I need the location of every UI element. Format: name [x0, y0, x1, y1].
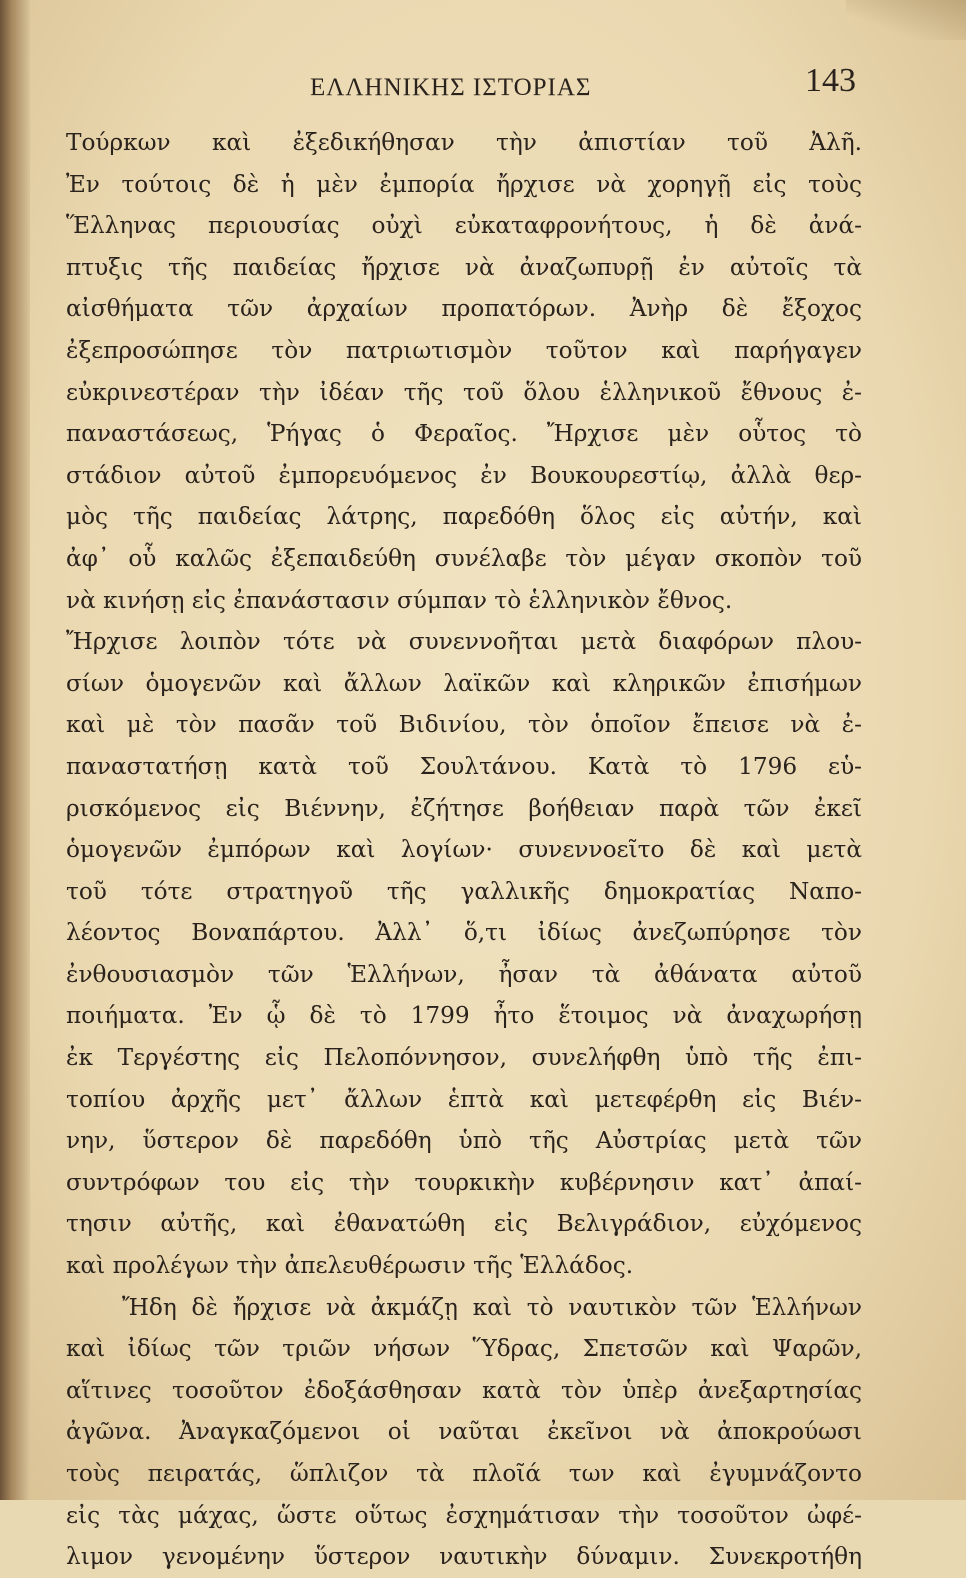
text-line: ἀγῶνα. Ἀναγκαζόμενοι οἱ ναῦται ἐκεῖνοι νὰ ἀποκρούωσι: [66, 1418, 862, 1446]
text-line: καὶ μὲ τὸν πασᾶν τοῦ Βιδινίου, τὸν ὁποῖον ἔπεισε νὰ ἐ-: [66, 711, 862, 739]
text-line: τοὺς πειρατάς, ὥπλιζον τὰ πλοῖά των καὶ ἐγυμνάζοντο: [66, 1460, 862, 1487]
page-header: [60, 62, 856, 112]
text-line: νὰ κινήσῃ εἰς ἐπανάστασιν σύμπαν τὸ ἑλληνικὸν ἔθνος.: [66, 586, 733, 614]
text-line: ἐξεπροσώπησε τὸν πατριωτισμὸν τοῦτον καὶ παρήγαγεν: [66, 336, 862, 364]
text-line: τοῦ τότε στρατηγοῦ τῆς γαλλικῆς δημοκρατίας Ναπο-: [66, 877, 862, 905]
page-binding-shadow: [0, 0, 30, 1500]
text-line: συντρόφων του εἰς τὴν τουρκικὴν κυβέρνησιν κατ᾽ ἀπαί-: [66, 1168, 862, 1196]
text-line: νην, ὕστερον δὲ παρεδόθη ὑπὸ τῆς Αὐστρίας μετὰ τῶν: [66, 1127, 862, 1155]
text-line: λέοντος Βοναπάρτου. Ἀλλ᾽ ὅ,τι ἰδίως ἀνεζωπύρησε τὸν: [66, 919, 862, 947]
text-line: ἀφ᾽ οὗ καλῶς ἐξεπαιδεύθη συνέλαβε τὸν μέγαν σκοπὸν τοῦ: [66, 544, 862, 572]
text-line: τησιν αὐτῆς, καὶ ἐθανατώθη εἰς Βελιγράδιον, εὐχόμενος: [66, 1210, 862, 1238]
text-line: ἐκ Τεργέστης εἰς Πελοπόννησον, συνελήφθη ὑπὸ τῆς ἐπι-: [66, 1044, 862, 1072]
text-line: Τούρκων καὶ ἐξεδικήθησαν τὴν ἀπιστίαν τοῦ Ἀλῆ.: [66, 129, 862, 156]
page-number: 143: [805, 62, 856, 99]
text-line: Ἤδη δὲ ἤρχισε νὰ ἀκμάζῃ καὶ τὸ ναυτικὸν τῶν Ἑλλήνων: [122, 1293, 862, 1321]
text-line: Ἐν τούτοις δὲ ἡ μὲν ἐμπορία ἤρχισε νὰ χορηγῇ εἰς τοὺς: [66, 170, 862, 198]
text-line: αἰσθήματα τῶν ἀρχαίων προπατόρων. Ἀνὴρ δὲ ἔξοχος: [66, 295, 862, 323]
text-line: Ἕλληνας περιουσίας οὐχὶ εὐκαταφρονήτους, ἡ δὲ ἀνά-: [66, 212, 862, 240]
text-line: καὶ ἰδίως τῶν τριῶν νήσων Ὕδρας, Σπετσῶν καὶ Ψαρῶν,: [66, 1335, 862, 1363]
text-line: στάδιον αὐτοῦ ἐμπορευόμενος ἐν Βουκουρεστίῳ, ἀλλὰ θερ-: [66, 461, 862, 489]
text-line: αἵτινες τοσοῦτον ἐδοξάσθησαν κατὰ τὸν ὑπὲρ ἀνεξαρτησίας: [66, 1376, 862, 1404]
text-line: πτυξις τῆς παιδείας ἤρχισε νὰ ἀναζωπυρῇ ἐν αὐτοῖς τὰ: [66, 253, 862, 281]
text-line: τοπίου ἀρχῆς μετ᾽ ἄλλων ἑπτὰ καὶ μετεφέρθη εἰς Βιέν-: [66, 1085, 862, 1113]
text-line: ρισκόμενος εἰς Βιέννην, ἐζήτησε βοήθειαν παρὰ τῶν ἐκεῖ: [66, 794, 862, 822]
running-title: ΕΛΛΗΝΙΚΗΣ ΙΣΤΟΡΙΑΣ: [310, 74, 592, 101]
text-line: παναστατήσῃ κατὰ τοῦ Σουλτάνου. Κατὰ τὸ 1796 εὑ-: [66, 752, 862, 780]
text-line: σίων ὁμογενῶν καὶ ἄλλων λαϊκῶν καὶ κληρικῶν ἐπισήμων: [66, 669, 862, 697]
text-line: παναστάσεως, Ῥήγας ὁ Φεραῖος. Ἤρχισε μὲν οὗτος τὸ: [66, 420, 862, 448]
text-line: ὁμογενῶν ἐμπόρων καὶ λογίων· συνεννοεῖτο δὲ καὶ μετὰ: [66, 836, 862, 864]
body-text: [66, 122, 862, 1578]
text-line: καὶ προλέγων τὴν ἀπελευθέρωσιν τῆς Ἑλλάδος.: [66, 1252, 634, 1280]
text-line: Ἤρχισε λοιπὸν τότε νὰ συνεννοῆται μετὰ διαφόρων πλου-: [66, 628, 862, 656]
text-line: ἐνθουσιασμὸν τῶν Ἑλλήνων, ἦσαν τὰ ἀθάνατα αὐτοῦ: [66, 960, 862, 988]
page-corner-wear: [846, 0, 966, 40]
text-line: μὸς τῆς παιδείας λάτρης, παρεδόθη ὅλος εἰς αὐτήν, καὶ: [66, 503, 862, 531]
text-line: ποιήματα. Ἐν ᾧ δὲ τὸ 1799 ἦτο ἕτοιμος νὰ ἀναχωρήσῃ: [66, 1002, 862, 1030]
text-line: λιμον γενομένην ὕστερον ναυτικὴν δύναμιν. Συνεκροτήθη: [66, 1543, 862, 1571]
text-line: εὐκρινεστέραν τὴν ἰδέαν τῆς τοῦ ὅλου ἑλληνικοῦ ἔθνους ἐ-: [66, 378, 862, 406]
text-line: εἰς τὰς μάχας, ὥστε οὕτως ἐσχημάτισαν τὴν τοσοῦτον ὠφέ-: [66, 1501, 862, 1529]
